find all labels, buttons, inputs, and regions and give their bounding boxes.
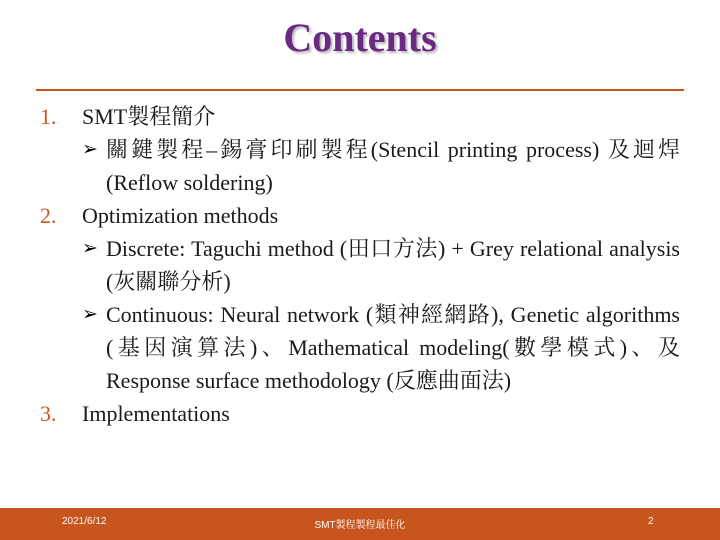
footer-bar — [0, 508, 720, 540]
item-text: Implementations — [82, 401, 230, 426]
footer-date: 2021/6/12 — [62, 516, 107, 527]
item-text: Optimization methods — [82, 203, 279, 228]
arrow-bullet-icon: ➢ — [82, 303, 98, 325]
list-item — [40, 100, 680, 133]
title-divider — [36, 89, 684, 91]
footer-title: SMT製程製程最佳化 — [314, 520, 406, 531]
arrow-bullet-icon: ➢ — [82, 237, 98, 259]
sub-item — [40, 298, 680, 397]
page-number: 2 — [648, 516, 654, 527]
item-number: 3. — [40, 401, 57, 426]
list-item — [40, 199, 680, 232]
sub-item — [40, 133, 680, 199]
sub-item-text: Discrete: Taguchi method (田口方法) + Grey relational analysis (灰關聯分析) — [106, 236, 680, 294]
item-number: 2. — [40, 203, 57, 228]
sub-item — [40, 232, 680, 298]
sub-item-text: 關鍵製程–錫膏印刷製程(Stencil printing process) 及迴焊(Reflow soldering) — [106, 137, 680, 195]
item-text: SMT製程簡介 — [82, 104, 216, 129]
slide-content — [40, 100, 680, 430]
arrow-bullet-icon: ➢ — [82, 138, 98, 160]
item-number: 1. — [40, 104, 57, 129]
slide-title: Contents — [283, 15, 437, 60]
list-item — [40, 397, 680, 430]
sub-item-text: Continuous: Neural network (類神經網路), Genetic algorithms (基因演算法)、Mathematical modeling(數學模式)、及Response surface methodology (反應曲面法) — [106, 302, 680, 393]
